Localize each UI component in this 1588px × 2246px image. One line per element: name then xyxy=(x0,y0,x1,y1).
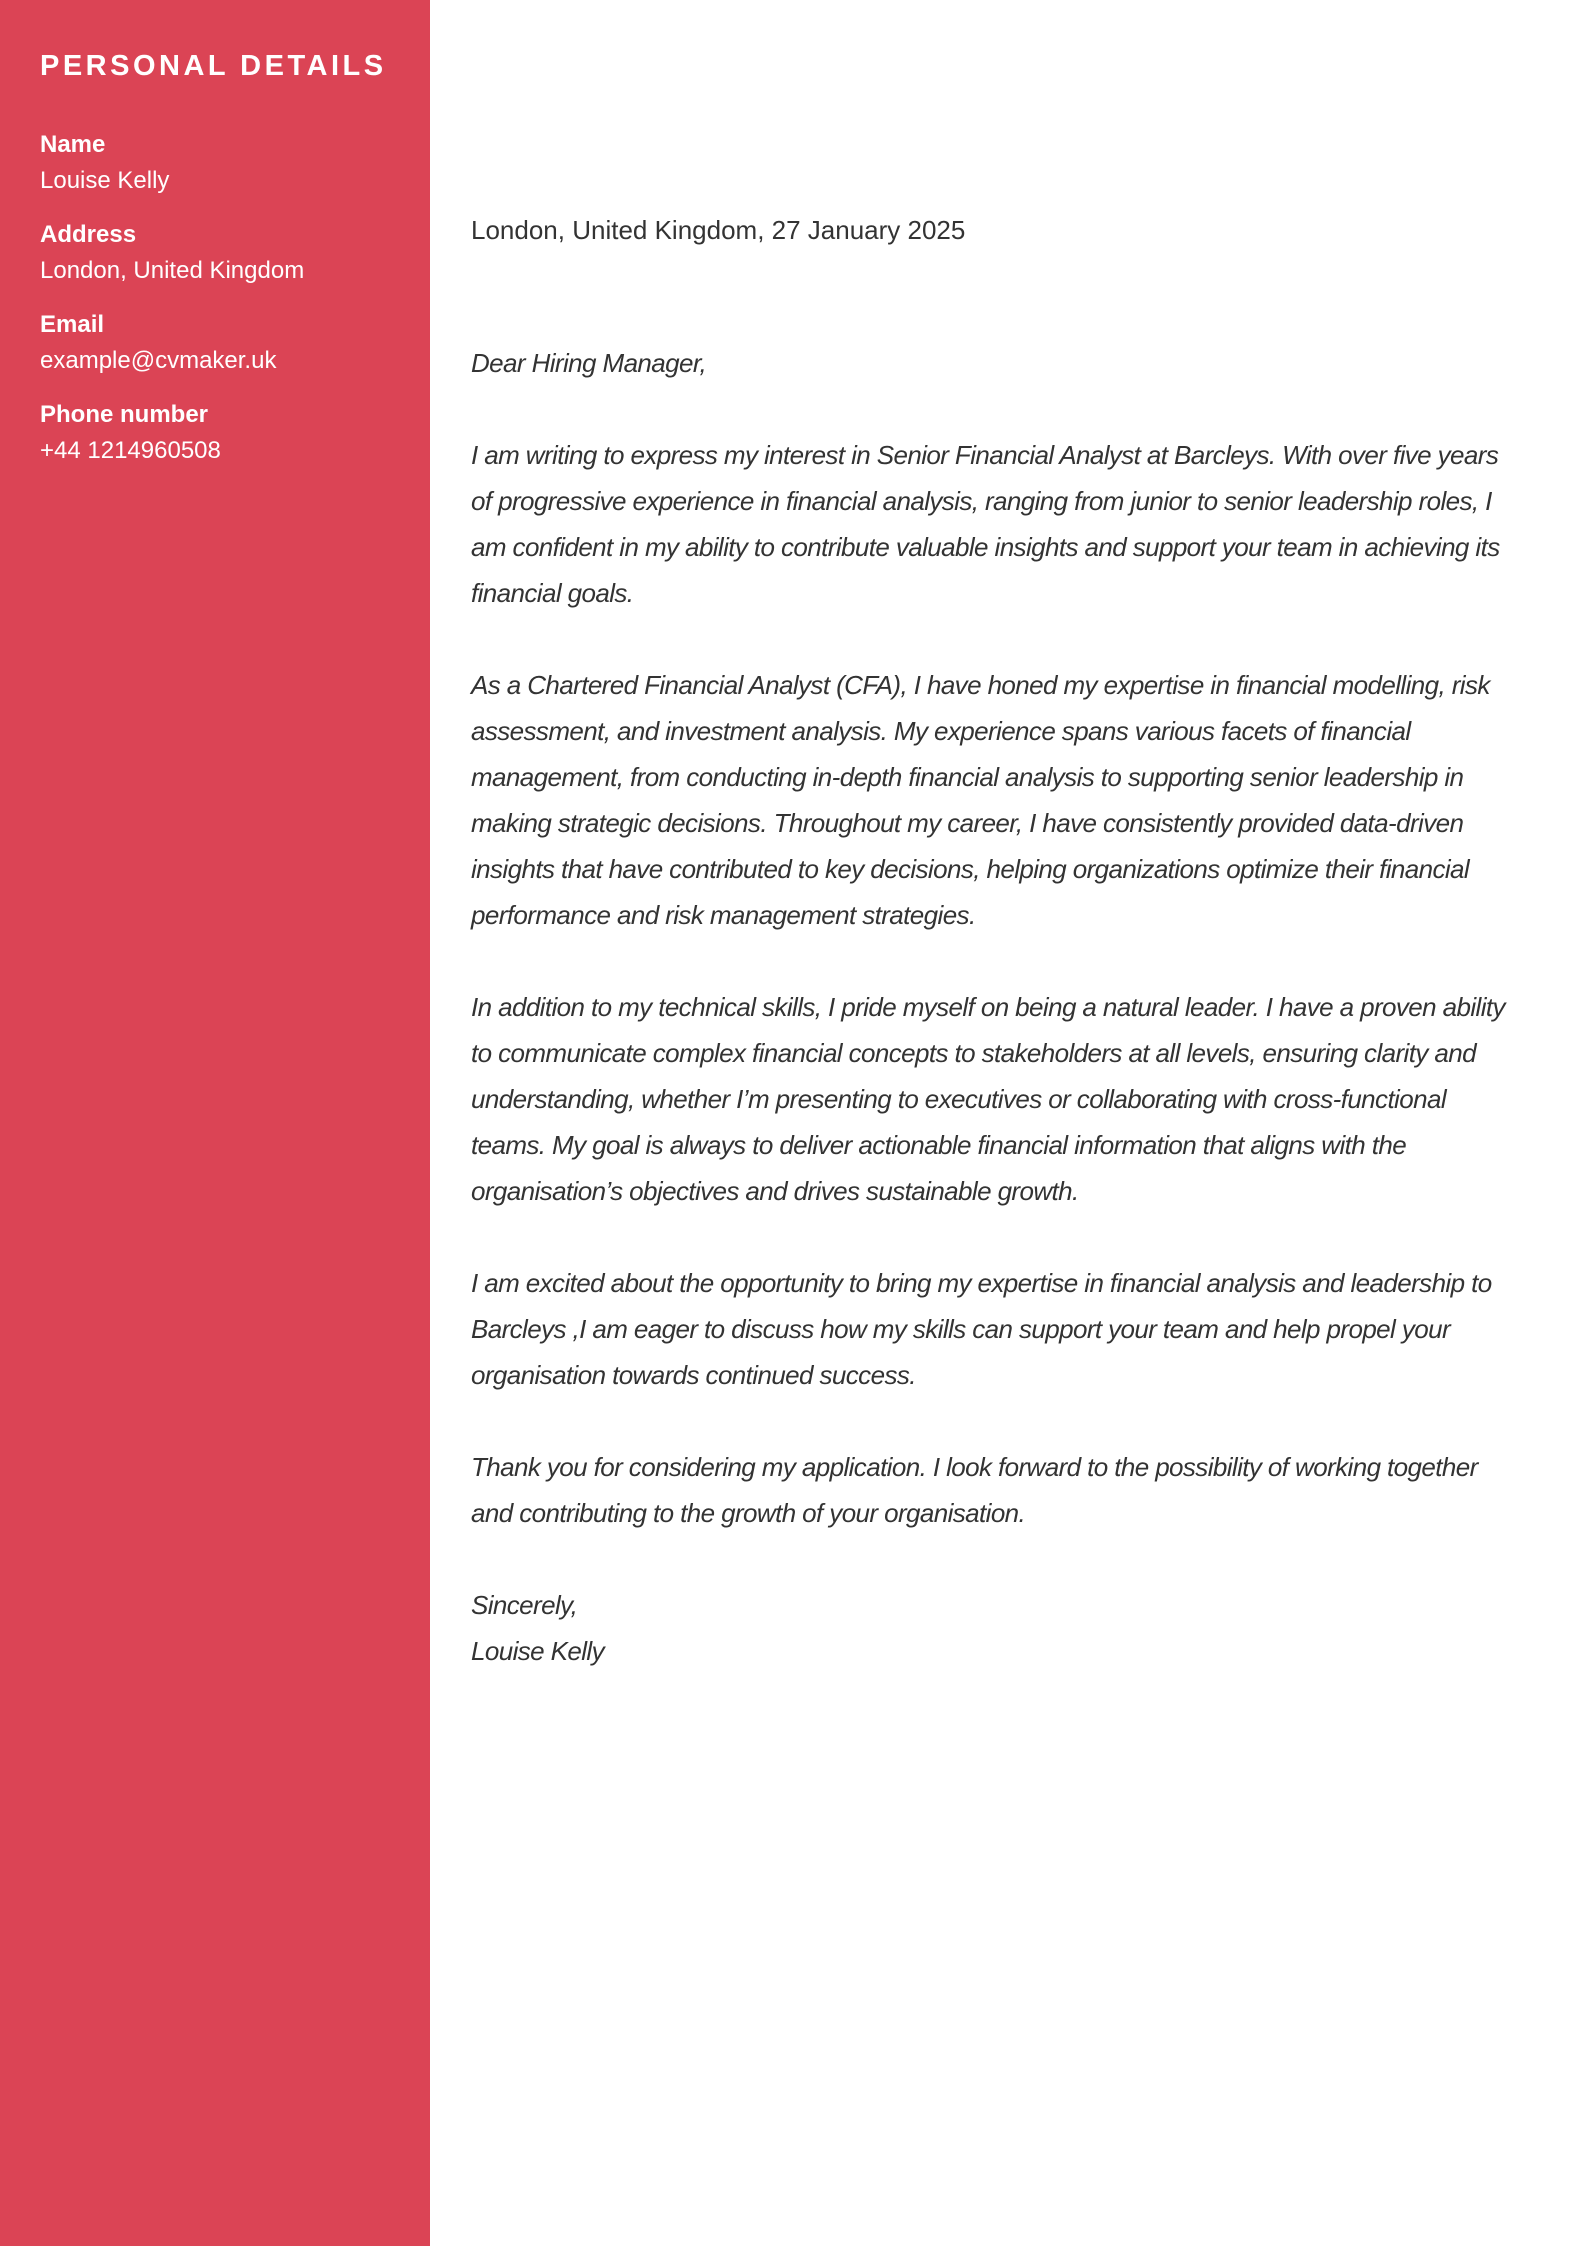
detail-label: Phone number xyxy=(40,401,209,428)
letter-body xyxy=(430,0,1588,2246)
detail-label: Email xyxy=(40,311,105,338)
detail-value: Louise Kelly xyxy=(40,167,170,194)
closing: Sincerely, xyxy=(471,1590,578,1620)
closing-block xyxy=(471,1582,1518,1674)
detail-email xyxy=(40,307,390,379)
paragraph: As a Chartered Financial Analyst (CFA), I have honed my expertise in financial modelling, risk assessment, and investment analysis. My experience spans various facets of financial management, from conducting in-depth financial analysis to supporting senior leadership in making strategic decisions. Throughout my career, I have consistently provided data-driven insights that have contributed to key decisions, helping organizations optimize their financial performance and risk management strategies. xyxy=(471,670,1490,930)
personal-details-sidebar xyxy=(0,0,430,2246)
detail-value: London, United Kingdom xyxy=(40,257,305,284)
greeting: Dear Hiring Manager, xyxy=(471,348,707,378)
paragraph: I am writing to express my interest in Senior Financial Analyst at Barcleys. With over five years of progressive experience in financial analysis, ranging from junior to senior leadership roles, I am confident in my ability to contribute valuable insights and support your team in achieving its financial goals. xyxy=(471,440,1500,608)
sidebar-title: PERSONAL DETAILS xyxy=(40,50,387,82)
signature: Louise Kelly xyxy=(471,1636,604,1666)
detail-name xyxy=(40,127,390,199)
paragraph: I am excited about the opportunity to bring my expertise in financial analysis and leadership to Barcleys ,I am eager to discuss how my skills can support your team and help propel your organisation towards continued success. xyxy=(471,1268,1492,1390)
detail-label: Name xyxy=(40,131,106,158)
paragraph: In addition to my technical skills, I pride myself on being a natural leader. I have a proven ability to communicate complex financial concepts to stakeholders at all levels, ensuring clarity and understanding, whether I’m presenting to executives or collaborating with cross-functional teams. My goal is always to deliver actionable financial information that aligns with the organisation’s objectives and drives sustainable growth. xyxy=(471,992,1505,1206)
detail-address xyxy=(40,217,390,289)
letter-content xyxy=(471,340,1518,1536)
date-line: London, United Kingdom, 27 January 2025 xyxy=(471,215,966,245)
detail-value: +44 1214960508 xyxy=(40,437,221,464)
detail-label: Address xyxy=(40,221,137,248)
detail-value: example@cvmaker.uk xyxy=(40,347,277,374)
detail-phone xyxy=(40,397,390,469)
paragraph: Thank you for considering my application. I look forward to the possibility of working together and contributing to the growth of your organisation. xyxy=(471,1452,1478,1528)
